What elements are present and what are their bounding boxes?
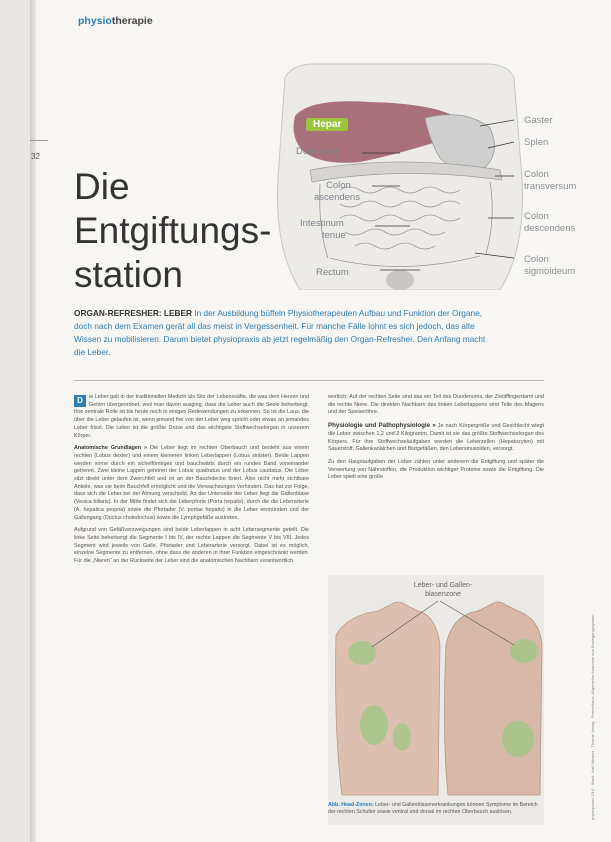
page-number-rule <box>30 140 48 141</box>
head-zones-illustration <box>328 575 544 800</box>
col2-paragraph-1 <box>328 394 544 417</box>
side-credit: physiopraxis 1/14 · Illustr.: Karl Wesker · Thieme Verlag · Prometheus. Allgemeine Anatomie und Bewegungssystem <box>590 614 595 820</box>
col2-paragraph-2 <box>328 422 544 454</box>
hepar-badge: Hepar <box>306 118 348 131</box>
label-colon-descendens-1: Colon <box>524 211 549 222</box>
body-column-2 <box>328 394 544 487</box>
title-line-3: station <box>74 254 184 295</box>
intro-paragraph <box>74 307 498 359</box>
label-splen: Splen <box>524 137 549 148</box>
col2-text-3: Zu den Hauptaufgaben der Leber zählen unter anderem die Entgiftung und später die Verwertung von Nährstoffen, die Produktion wichtiger Proteine sowie die Entgiftung. Die Leber spielt eine große <box>328 458 544 481</box>
col1-text-1: ie Leber galt in der traditionellen Medizin als Sitz der Lebenssäfte, die was dem Herzen und Gehirn übergeordnet, weil man davon ausging, dass die Leber auch die Seele beherbergt. Ihre zentrale Rolle ist bis heute noch in einigen Redewendungen zu erkennen. So ist die Laus, die über die Leber gelaufen ist, wenn jemand frei von der Leber weg spricht oder etwas an jemandes Leber frisst. Die Leber ist die größte Drüse und das wichtigste Stoffwechselorgan in unserem Körper. <box>74 394 309 439</box>
intro-text: In der Ausbildung büffeln Physiotherapeuten Aufbau und Funktion der Organe, doch nach dem Examen gerät all das meist in Vergessenheit. Für manche Fälle lohnt es sich jedoch, das alte Wissen zu mobilisieren. Darum bietet physiopraxis ab jetzt regelmäßig den Organ-Refresher. Den Anfang macht die Leber. <box>74 308 486 357</box>
label-duodenum: Duodenum <box>296 146 343 157</box>
intro-kicker: ORGAN-REFRESHER: LEBER <box>74 308 193 318</box>
page-number: 32 <box>31 152 40 161</box>
label-gaster: Gaster <box>524 115 553 126</box>
section-label <box>78 15 153 27</box>
title-line-2: Entgiftungs- <box>74 210 272 251</box>
section-label-rest: therapie <box>111 15 153 27</box>
col2-text-1: wortlich: Auf der rechten Seite sind das ein Teil des Duodenums, der Zwölffingerdarm und die rechte Niere. Die direkten Nachbarn des linken Leberlappens sind Teile des Magens und der Speiseröhre. <box>328 394 544 416</box>
label-colon-sigmoideum-1: Colon <box>524 254 549 265</box>
figure-label-line-1: Leber- und Gallen- <box>413 582 473 589</box>
figure-zone-label <box>388 581 498 599</box>
col1-text-3: Aufgrund von Gefäßverzweigungen sind beide Leberlappen in acht Lebersegmente geteilt. Die linke Seite beherbergt die Segmente I bis IV, der rechte Lappen die Segmente V bis VIII. Jedes Segment wird jeweils von Galle, Pfortader und Leberarterie versorgt. Dabei ist es möglich, einzelne Segmente zu entfernen, ohne dass die anderen in ihrer Funktion eingeschränkt werden. Für die „Nieren“ an der Rückseite der Leber sind die anatomischen Nachbarn verantwortlich. <box>74 527 309 565</box>
col1-paragraph-3 <box>74 527 309 566</box>
caption-text: Leber- und Gallenblasenerkrankungen können Symptome im Bereich der rechten Schulter sowie ventral und dorsal im rechten Oberbauch auslösen. <box>328 802 538 815</box>
label-colon-transversum-2: transversum <box>524 181 577 192</box>
col1-text-2: Die Leber liegt im rechten Oberbauch und besteht aus einem rechten (Lobus dexter) und einem kleineren linken Leberlappen (Lobus sinister). Beide Lappen werden vorne durch ein sichelförmiges und bauchwärts durch ein rundes Band voneinander getrennt. Zwei kleine Lappen gehören der Lobus quadratus und der Lobus caudatus. Die Leber sitzt direkt unter dem Zwerchfell und ist an der Bauchdecke fixiert. Also nicht mehr sichtbare Anteile, was sie beim Bauchfell ermöglicht und die Verwachsungen verhindert. Das hat zur Folge, dass sich die Leber bei der Atmung verschiebt. An der Unterseite der Leber liegt die Gallenblase (Vesica biliaris). In der Mitte findet sich die Leberpforte (Porta hepatis), durch die die Leberarterie (A. hepatica propria) sowie die Pfortader (V. portae hepatis) in die Leber einmünden und der Gallengang (Ductus choledochus) sowie die Lymphgefäße austreten. <box>74 445 310 521</box>
caption-bold: Abb. Head-Zonen: <box>328 802 374 808</box>
drop-cap: D <box>74 395 86 407</box>
section-divider <box>74 380 544 381</box>
label-colon-transversum-1: Colon <box>524 169 549 180</box>
head-zones-figure <box>328 575 544 825</box>
section-label-accent: physio <box>78 15 112 27</box>
label-colon-sigmoideum-2: sigmoideum <box>524 266 576 277</box>
figure-label-line-2: blasenzone <box>425 591 461 598</box>
heading-physiologie: Physiologie und Pathophysiologie » <box>328 422 436 430</box>
label-colon-ascendens-2: ascendens <box>314 192 360 203</box>
label-colon-descendens-2: descendens <box>524 223 576 234</box>
body-column-1 <box>74 394 309 571</box>
label-intestinum-tenue-1: Intestinum <box>300 218 344 229</box>
col2-paragraph-3 <box>328 459 544 482</box>
label-intestinum-tenue-2: tenue <box>322 230 346 241</box>
col2-text-2: Je nach Körpergröße und Geschlecht wiegt die Leber zwischen 1,2 und 2 Kilogramm. Damit ist sie das größte Stoffwechselorgan des Körpers. Für ihre Stoffwechselaufgaben werden die Leberzellen (Hepatozyten) mit Sauerstoff, Gallenkanälchen und Blutgefäßen, den Lebersinusoiden, versorgt. <box>328 423 545 453</box>
heading-anatomische-grundlagen: Anatomische Grundlagen » <box>74 445 148 452</box>
figure-caption <box>328 802 538 816</box>
col1-paragraph-1 <box>74 394 309 440</box>
title-line-1: Die <box>74 166 130 207</box>
label-rectum: Rectum <box>316 267 349 278</box>
label-colon-ascendens-1: Colon <box>326 180 351 191</box>
col1-paragraph-2 <box>74 445 309 522</box>
